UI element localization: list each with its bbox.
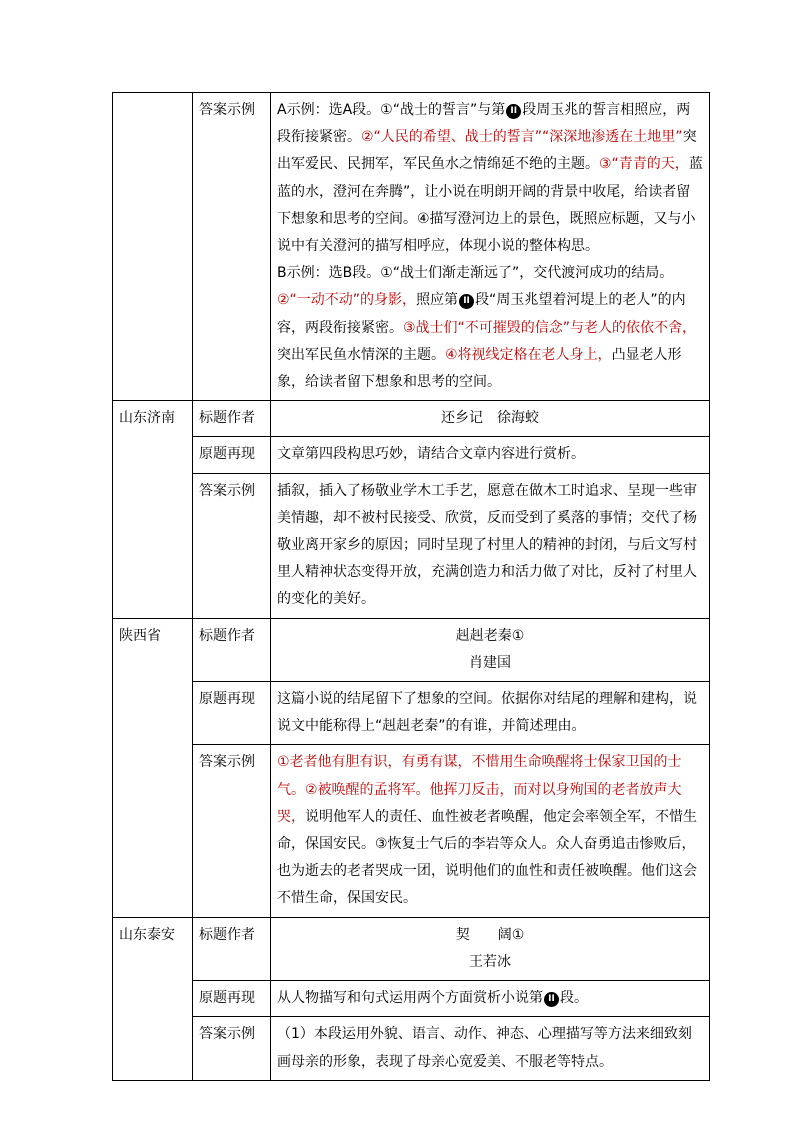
region-cell: 山东济南 bbox=[113, 401, 193, 618]
text-segment: ②“一动不动”的身影， bbox=[277, 292, 417, 309]
paragraph-number-badge: II bbox=[459, 294, 474, 309]
row-label: 原题再现 bbox=[193, 682, 271, 745]
paragraph-number-badge: II bbox=[544, 992, 559, 1007]
table-row bbox=[113, 981, 710, 1017]
text-segment: ②“人民的希望、战士的誓言”“深深地渗透在土地里” bbox=[361, 129, 683, 146]
table-row bbox=[113, 93, 710, 401]
text-segment: 突出军民鱼水情深的主题。 bbox=[277, 346, 445, 363]
table-row bbox=[113, 437, 710, 473]
title-author-cell bbox=[271, 917, 710, 980]
paragraph-number-badge: II bbox=[506, 104, 521, 119]
text-segment: 段周玉兆的誓言相照应，两段衔接紧密。 bbox=[277, 102, 691, 146]
text-segment: 说明他军人的责任、血性被老者唤醒，他定会率领全军，不惜生命，保国安民。③恢复士气后的李岩等众人。众人奋勇追击惨败后，也为逝去的老者哭成一团，说明他们的血性和责任被唤醒。他们这会不惜生命，保国安民。 bbox=[277, 808, 697, 907]
text-segment: ①老者他有胆有识，有勇有谋，不惜用生命唤醒将士保家卫国的士气。②被唤醒的孟将军。他挥刀反击，而对以身殉国的老者放声大哭， bbox=[277, 754, 682, 825]
story-title: 赳赳老秦① bbox=[455, 627, 525, 644]
table-row bbox=[113, 682, 710, 745]
story-author: 王若冰 bbox=[469, 953, 511, 970]
question-text: 从人物描写和句式运用两个方面赏析小说第 bbox=[277, 990, 543, 1007]
table-row bbox=[113, 473, 710, 618]
table-row bbox=[113, 401, 710, 437]
region-cell bbox=[113, 93, 193, 401]
answer-table bbox=[112, 92, 710, 1081]
question-text-end: 段。 bbox=[560, 990, 588, 1007]
row-label: 答案示例 bbox=[193, 1017, 271, 1080]
row-label: 标题作者 bbox=[193, 917, 271, 980]
region-cell: 山东泰安 bbox=[113, 917, 193, 1080]
question-text: 文章第四段构思巧妙，请结合文章内容进行赏析。 bbox=[271, 437, 710, 473]
answer-text: （1）本段运用外貌、语言、动作、神态、心理描写等方法来细致刻画母亲的形象，表现了母亲心宽爱美、不服老等特点。 bbox=[271, 1017, 710, 1080]
text-segment: 蓝蓝的水，澄河在奔腾”，让小说在明朗开阔的背景中收尾，给读者留下想象和思考的空间。④描写澄河边上的景色，既照应标题，又与小说中有关澄河的描写相呼应，体现小说的整体构思。 bbox=[277, 156, 703, 255]
answer-text: 插叙，插入了杨敬业学木工手艺，愿意在做木工时追求、呈现一些审美情趣，却不被村民接受、欣赏，反而受到了奚落的事情；交代了杨敬业离开家乡的原因；同时呈现了村里人的精神的封闭，与后文写村里人精神状态变得开放，充满创造力和活力做了对比，反衬了村里人的变化的美好。 bbox=[271, 473, 710, 618]
row-label: 答案示例 bbox=[193, 745, 271, 917]
row-label: 答案示例 bbox=[193, 473, 271, 618]
region-cell: 陕西省 bbox=[113, 618, 193, 917]
answer-b bbox=[277, 260, 703, 396]
text-segment: 凸显老人形象，给读者留下想象和思考的空间。 bbox=[277, 346, 682, 391]
story-title: 契 阔① bbox=[455, 926, 525, 943]
title-author-cell bbox=[271, 618, 710, 681]
text-segment: A示例：选A段。①“战士的誓言”与第 bbox=[277, 102, 506, 118]
row-label: 答案示例 bbox=[193, 93, 271, 401]
text-segment: B示例：选B段。①“战士们渐走渐远了”，交代渡河成功的结局。 bbox=[277, 265, 674, 282]
row-label: 原题再现 bbox=[193, 437, 271, 473]
table-row bbox=[113, 1017, 710, 1080]
text-segment: ③战士们“不可摧毁的信念”与老人的依依不舍， bbox=[403, 319, 697, 336]
table-row bbox=[113, 917, 710, 980]
text-segment: 突出军爱民、民拥军，军民鱼水之情绵延不绝的主题。 bbox=[277, 129, 697, 173]
title-author: 还乡记 徐海蛟 bbox=[271, 401, 710, 437]
text-segment: ③“青青的天， bbox=[599, 156, 689, 173]
row-label: 原题再现 bbox=[193, 981, 271, 1017]
text-segment: 段“周玉兆望着河堤上的老人”的内容，两段衔接紧密。 bbox=[277, 292, 686, 336]
row-label: 标题作者 bbox=[193, 401, 271, 437]
answer-text bbox=[277, 749, 703, 912]
answer-a bbox=[277, 97, 703, 260]
row-label: 标题作者 bbox=[193, 618, 271, 681]
answer-cell bbox=[271, 745, 710, 917]
table-row bbox=[113, 745, 710, 917]
text-segment: 照应第 bbox=[416, 292, 459, 309]
question-cell bbox=[271, 981, 710, 1017]
story-author: 肖建国 bbox=[469, 654, 511, 671]
table-row bbox=[113, 618, 710, 681]
text-segment: ④将视线定格在老人身上， bbox=[445, 346, 612, 363]
answer-cell bbox=[271, 93, 710, 401]
question-text: 这篇小说的结尾留下了想象的空间。依据你对结尾的理解和建构，说说文中能称得上“赳赳老秦”的有谁，并简述理由。 bbox=[271, 682, 710, 745]
